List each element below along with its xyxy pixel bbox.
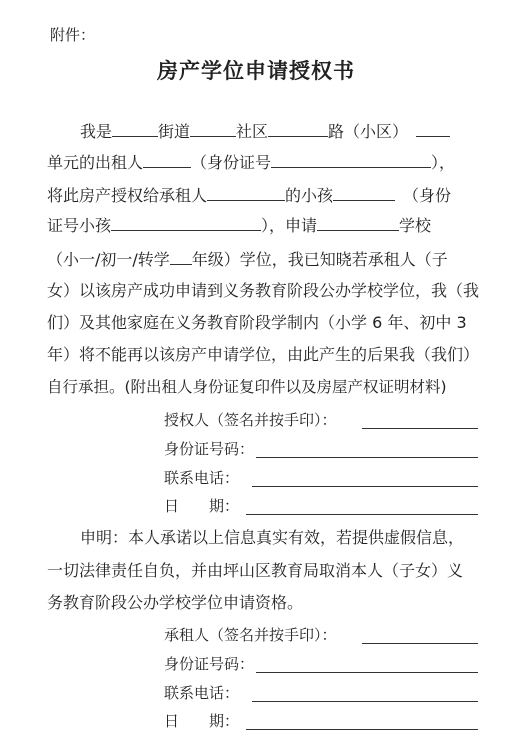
body-line-8: 年）将不能再以该房产申请学位，由此产生的后果我（我们） [47,345,480,364]
document-title: 房产学位申请授权书 [157,58,355,83]
body-text: 的小孩 [285,186,334,205]
grade-blank[interactable] [170,249,192,265]
body-text: 学校 [399,216,432,235]
tenant-phone-label: 联系电话： [164,684,240,702]
body-text: 社区 [236,122,269,141]
tenant-date-label: 日 期： [164,712,240,730]
body-text: 将此房产授权给承租人 [47,186,208,205]
authorizer-phone-label: 联系电话： [164,469,240,487]
tenant-name-blank[interactable] [207,185,285,201]
declaration-line-2: 一切法律责任自负，并由坪山区教育局取消本人（子女）义 [47,561,464,580]
school-blank[interactable] [317,215,399,231]
community-blank[interactable] [190,121,236,137]
tenant-sign-line[interactable] [362,643,478,644]
body-text: （小一/初一/转学 [47,250,170,269]
tenant-id-line[interactable] [256,672,478,673]
unit-blank[interactable] [416,121,450,137]
declaration-line-3: 务教育阶段公办学校学位申请资格。 [47,593,304,612]
tenant-date-line[interactable] [246,729,478,730]
body-text: （身份证号 [191,153,272,172]
body-line-5 [47,249,448,270]
body-line-9: 自行承担。(附出租人身份证复印件以及房屋产权证明材料) [47,378,447,396]
tenant-sign-label: 承租人（签名并按手印）： [164,626,337,644]
road-blank[interactable] [268,121,328,137]
authorizer-sign-line[interactable] [362,428,478,429]
body-text: 街道 [158,122,191,141]
tenant-phone-line[interactable] [252,701,478,702]
attachment-label: 附件： [50,26,96,44]
authorizer-id-label: 身份证号码： [164,440,255,458]
body-line-3 [47,185,451,206]
body-line-6: 女）以该房产成功申请到义务教育阶段公办学校学位，我（我 [47,281,480,300]
body-text: 我是 [80,122,113,141]
body-text: 单元的出租人 [47,153,144,172]
body-line-2 [47,152,455,173]
child-name-blank[interactable] [333,185,395,201]
body-text: ），申请 [261,216,318,235]
body-text: 路（小区） [328,122,409,141]
lessor-name-blank[interactable] [143,152,191,168]
tenant-id-label: 身份证号码： [164,655,255,673]
authorizer-id-line[interactable] [256,457,478,458]
body-line-4 [47,215,431,236]
child-id-blank[interactable] [111,215,261,231]
authorizer-phone-line[interactable] [252,486,478,487]
body-line-7: 们）及其他家庭在义务教育阶段学制内（小学 6 年、初中 3 [47,313,467,332]
body-line-1 [80,121,450,142]
authorizer-date-line[interactable] [246,514,478,515]
authorizer-date-label: 日 期： [164,497,240,515]
body-text: 证号小孩 [47,216,112,235]
body-text: 年级）学位，我已知晓若承租人（子 [191,250,448,269]
authorizer-sign-label: 授权人（签名并按手印）： [164,411,337,429]
declaration-line-1: 申明：本人承诺以上信息真实有效，若提供虚假信息， [80,528,465,547]
lessor-id-blank[interactable] [271,152,431,168]
body-text: ）， [431,153,456,172]
body-text: （身份 [403,186,452,205]
street-blank[interactable] [112,121,158,137]
